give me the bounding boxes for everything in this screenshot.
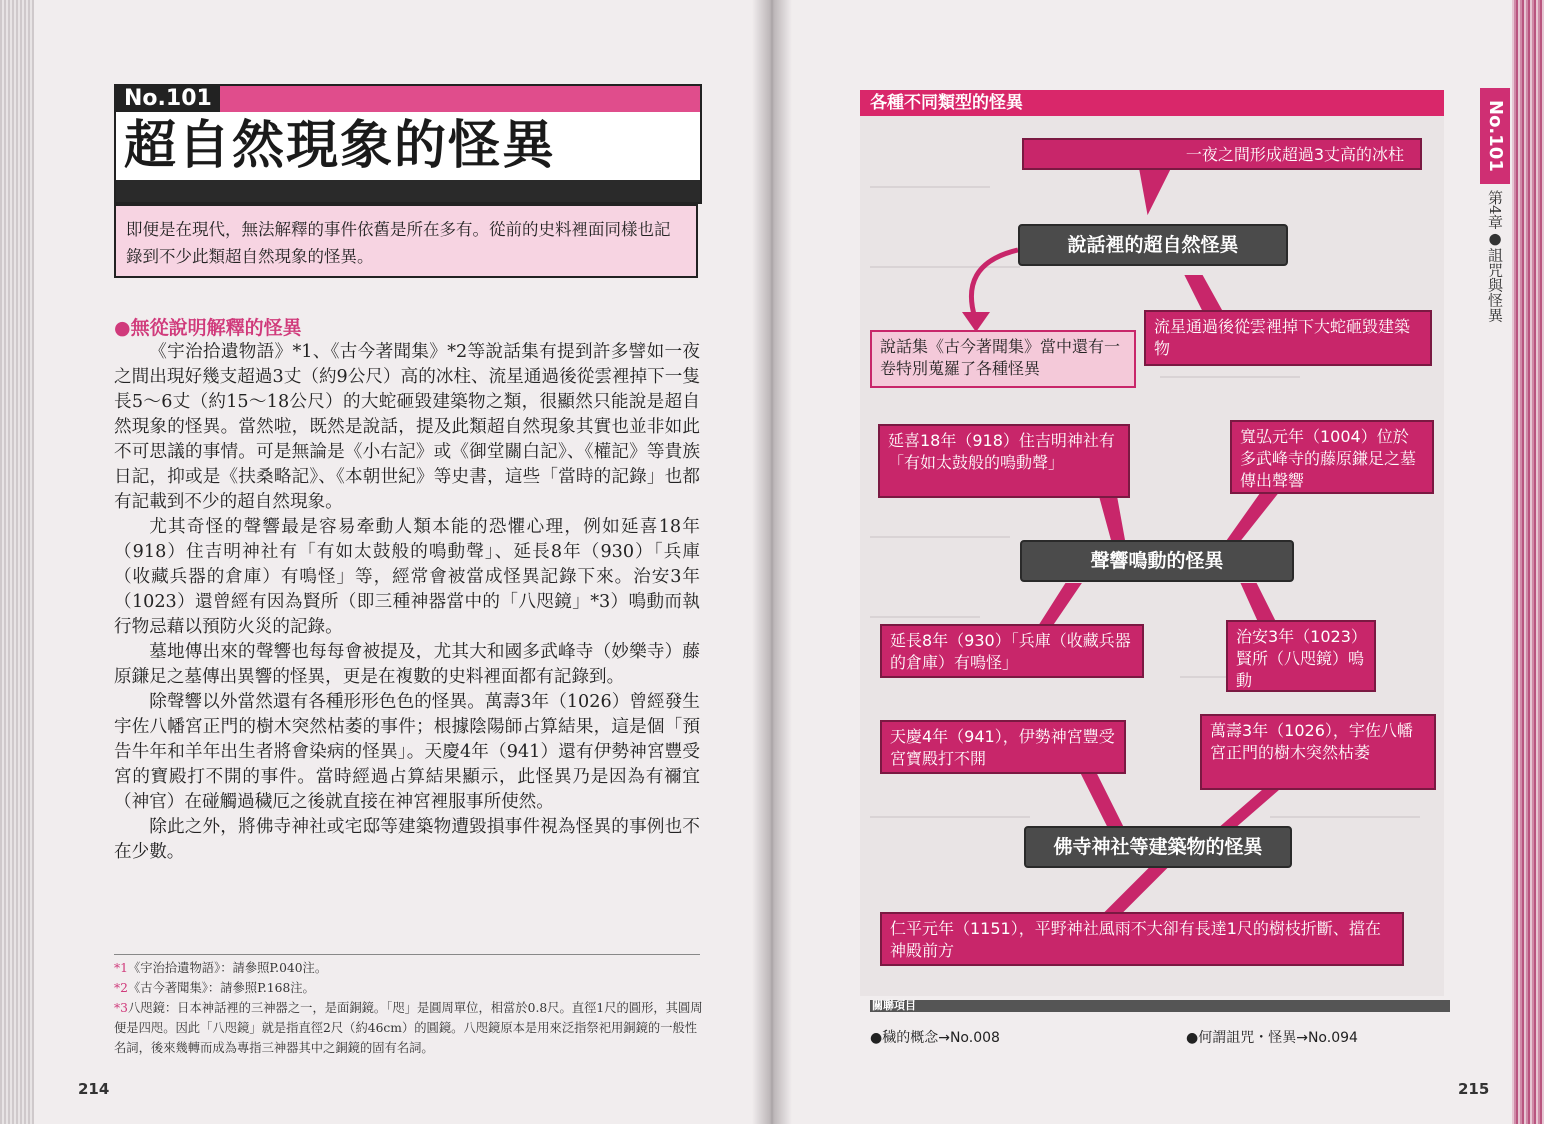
footnote-divider	[114, 954, 700, 955]
paragraph: 墓地傳出來的聲響也每每會被提及，尤其大和國多武峰寺（妙樂寺）藤原鎌足之墓傳出異響的怪異，更是在複數的史料裡面都有記錄到。	[114, 642, 700, 687]
footnote-text: 《古今著聞集》：請參照P.168注。	[127, 981, 315, 995]
section-heading: ●無從說明解釋的怪異	[114, 317, 302, 339]
footnote-text: 《宇治拾遺物語》：請參照P.040注。	[127, 961, 328, 975]
paragraph: 除聲響以外當然還有各種形形色色的怪異。萬壽3年（1026）曾經發生宇佐八幡宮正門的樹木突然枯萎的事件；根據陰陽師占算結果，這是個「預告牛年和羊年出生者將會染病的怪異」。天慶4年（941）還有伊勢神宮豐受宮的寶殿打不開的事件。當時經過占算結果顯示，此怪異乃是因為有禰宜（神官）在碰觸過穢厄之後就直接在神宮裡服事所使然。	[114, 692, 700, 812]
summary-box: 即便是在現代，無法解釋的事件依舊是所在多有。從前的史料裡面同樣也記錄到不少此類超自然現象的怪異。	[114, 204, 698, 278]
side-tab-number: No.101	[1480, 88, 1510, 184]
paragraph: 除此之外，將佛寺神社或宅邸等建築物遭毀損事件視為怪異的事例也不在少數。	[114, 817, 700, 862]
diagram-note-meteor: 流星通過後從雲裡掉下大蛇砸毀建築物	[1144, 310, 1432, 366]
diagram-note-encho: 延長8年（930）「兵庫（收藏兵器的倉庫）有鳴怪」	[880, 624, 1144, 678]
background-rule	[870, 536, 1010, 538]
footnote-text: 八咫鏡：日本神話裡的三神器之一，是面銅鏡。「咫」是圓周單位，相當於0.8尺。直徑1尺的圓形，其圓周便是四咫。因此「八咫鏡」就是指直徑2尺（約46cm）的圓鏡。八咫鏡原本是用來泛指祭祀用銅鏡的一般性名詞，後來幾轉而成為專指三神器其中之銅鏡的固有名詞。	[114, 1001, 703, 1055]
diagram-note-tengyo: 天慶4年（941），伊勢神宮豐受宮寶殿打不開	[880, 720, 1126, 774]
related-link-kegare[interactable]: ●穢的概念→No.008	[870, 1030, 1000, 1046]
diagram-category-tales: 說話裡的超自然怪異	[1018, 224, 1288, 266]
left-page-edge	[0, 0, 34, 1124]
diagram-note-top: 一夜之間形成超過3丈高的冰柱	[1022, 138, 1422, 170]
diagram-note-manju: 萬壽3年（1026），宇佐八幡宮正門的樹木突然枯萎	[1200, 714, 1436, 790]
page-number-right: 215	[1458, 1080, 1490, 1098]
page-number-left: 214	[78, 1080, 110, 1098]
footnote	[114, 978, 704, 998]
paragraph: 《宇治拾遺物語》*1、《古今著聞集》*2等說話集有提到許多譬如一夜之間出現好幾支超過3丈（約9公尺）高的冰柱、流星通過後從雲裡掉下一隻長5～6丈（約15～18公尺）的大蛇砸毀建築物之類，很顯然只能說是超自然現象的怪異。當然啦，既然是說話，提及此類超自然現象其實也並非如此不可思議的事情。可是無論是《小右記》或《御堂關白記》、《權記》等貴族日記，抑或是《扶桑略記》、《本朝世紀》等史書，這些「當時的記錄」也都有記載到不少的超自然現象。	[114, 342, 700, 512]
diagram-note-kanko: 寬弘元年（1004）位於多武峰寺的藤原鎌足之墓傳出聲響	[1230, 420, 1434, 494]
related-items-label: 關聯項目	[872, 999, 916, 1012]
title-black-band	[116, 180, 700, 202]
entry-number-badge: No.101	[116, 86, 220, 112]
related-link-curse[interactable]: ●何謂詛咒・怪異→No.094	[1186, 1030, 1358, 1046]
background-rule	[870, 186, 990, 188]
background-rule	[870, 816, 1030, 818]
diagram-header: 各種不同類型的怪異	[860, 90, 1444, 116]
background-rule	[1160, 376, 1300, 378]
diagram-note-nimpyo: 仁平元年（1151），平野神社風雨不大卻有長達1尺的樹枝折斷、擋在神殿前方	[880, 912, 1404, 966]
page-title: 超自然現象的怪異	[124, 115, 557, 176]
diagram-note-engi: 延喜18年（918）住吉明神社有「有如太鼓般的鳴動聲」	[878, 424, 1130, 498]
book-gutter	[752, 0, 792, 1124]
diagram-category-sound: 聲響鳴動的怪異	[1020, 540, 1294, 582]
diagram-note-chian: 治安3年（1023）賢所（八咫鏡）鳴動	[1226, 620, 1376, 692]
related-items-bar	[870, 1000, 1450, 1012]
paragraph: 尤其奇怪的聲響最是容易牽動人類本能的恐懼心理，例如延喜18年（918）住吉明神社有「有如太鼓般的鳴動聲」、延長8年（930）「兵庫（收藏兵器的倉庫）有鳴怪」等，經常會被當成怪異記錄下來。治安3年（1023）還曾經有因為賢所（即三種神器當中的「八咫鏡」*3）鳴動而執行物忌藉以預防火災的記錄。	[114, 517, 700, 637]
body-text	[114, 340, 700, 865]
footnote-mark: *3	[114, 1001, 128, 1015]
background-rule	[870, 616, 980, 618]
chapter-side-tab	[1480, 88, 1510, 364]
footnotes	[114, 958, 704, 1058]
right-page-edge	[1512, 0, 1544, 1124]
footnote	[114, 998, 704, 1058]
footnote-mark: *1	[114, 961, 128, 975]
side-tab-chapter: 第4章●詛咒與怪異	[1486, 190, 1504, 323]
diagram-category-buildings: 佛寺神社等建築物的怪異	[1024, 826, 1292, 868]
diagram-note-kokon: 說話集《古今著聞集》當中還有一卷特別蒐羅了各種怪異	[870, 330, 1136, 388]
footnote-mark: *2	[114, 981, 128, 995]
title-block	[114, 84, 702, 204]
footnote	[114, 958, 704, 978]
background-rule	[870, 266, 1020, 268]
background-rule	[1270, 816, 1420, 818]
